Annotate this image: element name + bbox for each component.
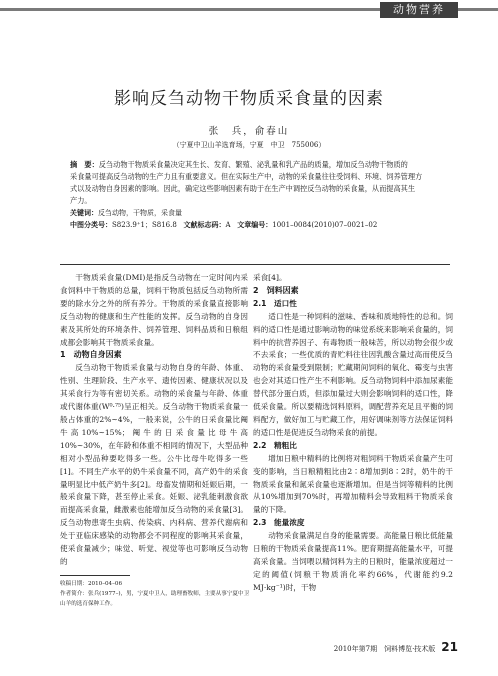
section-divider bbox=[60, 264, 450, 265]
clc-value: S823.9⁺1；S816.8 bbox=[112, 221, 177, 229]
classification-line bbox=[70, 219, 442, 231]
heading-2-2: 2.2 精粗比 bbox=[253, 440, 297, 450]
abstract-block bbox=[70, 159, 442, 231]
abstract-line-2: 采食量可提高反刍动物的生产力且有重要意义。但在实际生产中，动物的采食量往往受饲料、环境、饲养管理方 bbox=[70, 172, 423, 181]
abstract-label: 摘 要： bbox=[70, 160, 99, 169]
keywords-line bbox=[70, 207, 442, 219]
section-tag: 动物营养 bbox=[380, 2, 458, 18]
heading-2: 2 饲料因素 bbox=[253, 285, 299, 295]
intro-paragraph: 干物质采食量(DMI)是指反刍动物在一定时间内采食饲料中干物质的总量，饲料干物质包括反刍动物所需要的除水分之外的所有养分。干物质的采食量直接影响反刍动物的健康和生产性能的发挥。反刍动物的自身因素及其所处的环境条件、饲养管理、饲料品质和日粮组成都会影响其干物质采食量。 bbox=[60, 273, 248, 347]
abstract-text: 反刍动物干物质采食量决定其生长、发育、繁殖、泌乳量和乳产品的质量，增加反刍动物干物质的 bbox=[98, 160, 408, 169]
left-column bbox=[60, 272, 248, 569]
affiliation: （宁夏中卫山羊选育场，宁夏 中卫 755006） bbox=[172, 141, 326, 149]
keywords-label: 关键词： bbox=[70, 209, 98, 217]
footnote-rule bbox=[60, 575, 130, 576]
clc-label: 中图分类号： bbox=[70, 221, 112, 229]
paper-title: 影响反刍动物干物质采食量的因素 bbox=[114, 89, 384, 109]
heading-2-1: 2.1 适口性 bbox=[253, 298, 297, 308]
right-column bbox=[253, 272, 453, 595]
page-footer bbox=[334, 640, 458, 654]
article-number-value: 1001–0084(2010)07–0021–02 bbox=[272, 221, 378, 229]
footnote bbox=[60, 579, 250, 609]
authors: 张 兵，俞春山 bbox=[208, 126, 290, 137]
doc-code-label: 文献标志码： bbox=[183, 221, 226, 229]
abstract-line-4: 产力。 bbox=[70, 196, 92, 205]
section-2-1-paragraph: 适口性是一种饲料的滋味、香味和质地特性的总和。饲料的适口性是通过影响动物的味觉系统来影响采食量的，饲料中的抗营养因子、有毒物质一般味苦，所以动物会很少或不去采食；一些优质的青贮料往往因乳酸含量过高而使反刍动物的采食量受到限制；贮藏期间饲料的氧化、霉变与虫害也会对其适口性产生不利影响。反刍动物饲料中添加尿素能替代部分蛋白质，但添加量过大则会影响饲料的适口性，降低采食量。所以要精选饲料原料，调配营养充足且平衡的饲料配方，做好加工与贮藏工作，用好调味剂等方法保证饲料的适口性是促进反刍动物采食的前提。 bbox=[253, 311, 453, 437]
abstract-line-3: 式以及动物自身因素的影响。因此，确定这些影响因素有助于在生产中调控反刍动物的采食量，从而提高其生 bbox=[70, 184, 416, 193]
doc-code-value: A bbox=[225, 221, 231, 229]
section-2-3-paragraph: 动物采食量满足自身的能量需要。高能量日粮比低能量日粮的干物质采食量提高11%。肥育期提高能量水平，可提高采食量。当饲喂以精饲料为主的日粮时，能量浓度超过一定的阈值(饲粮干物质消化率约66%，代谢能约9.2 MJ·kg⁻¹)时，干物 bbox=[253, 531, 453, 592]
journal-issue: 2010年第7期 饲料博览·技术版 bbox=[333, 645, 436, 653]
section-2-2-paragraph: 增加日粮中精料的比例将对粗饲料干物质采食量产生可变的影响，当日粮精粗比由2∶8增加到8∶2时，奶牛的干物质采食量和氮采食量也逐渐增加。但是当饲等精料的比例从10%增加到70%时，再增加精料会导致粗料干物质采食量的下降。 bbox=[253, 453, 453, 515]
section-1-paragraph: 反刍动物干物质采食量与动物自身的年龄、体重、性别、生理阶段、生产水平、遗传因素、健康状况以及其采食行为等有密切关系。动物的采食量与年龄、体重或代谢体重(W⁰·⁷⁵)呈正相关。反刍动物干物质采食量一般占体重的2%~4%，一般来说，公牛的日采食量比阉牛高10%~15%；阉牛的日采食量比母牛高10%~30%，在年龄和体重不相同的情况下，大型品种相对小型品种要吃得多一些。公牛比母牛吃得多一些[1]。不同生产水平的奶牛采食量不同，高产奶牛的采食量明显比中低产奶牛多[2]。母畜发情期和妊娠后期，一般采食量下降，甚至停止采食。妊娠、泌乳能刺激食欲而提高采食量，雌激素也能增加反刍动物的采食量[3]。反刍动物患寄生虫病、传染病、内科病、营养代谢病和处于亚临床感染的动物都会不同程度的影响其采食量，使采食量减少；味觉、听觉、视觉等也可影响反刍动物的 bbox=[60, 363, 248, 566]
author-bio: 作者简介：张兵(1977–)，男，宁夏中卫人，助理畜牧师，主要从事宁夏中卫山羊的选育保种工作。 bbox=[60, 591, 250, 607]
received-date: 收稿日期：2010–04–06 bbox=[60, 581, 123, 587]
abstract-line-1 bbox=[70, 159, 442, 171]
article-number-label: 文章编号： bbox=[237, 221, 273, 229]
page-number: 21 bbox=[441, 640, 458, 654]
heading-2-3: 2.3 能量浓度 bbox=[253, 518, 305, 528]
continued-text: 采食[4]。 bbox=[253, 273, 287, 282]
keywords-value: 反刍动物，干物质，采食量 bbox=[98, 209, 182, 217]
heading-1: 1 动物自身因素 bbox=[60, 350, 122, 360]
